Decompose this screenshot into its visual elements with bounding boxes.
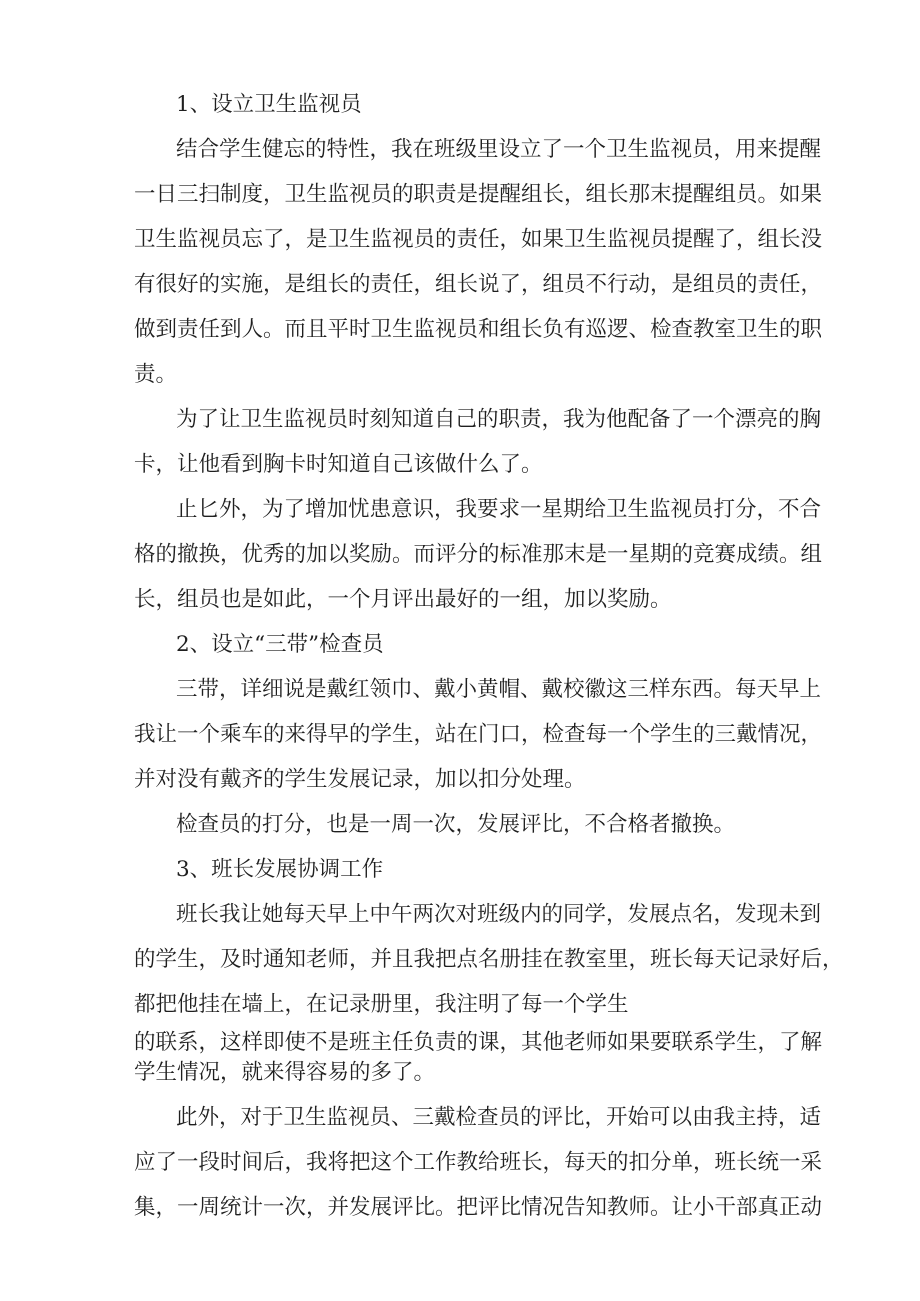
section-heading-2: 2、设立“三带”检查员	[176, 632, 384, 657]
text-line: 检查员的打分，也是一周一次，发展评比，不合格者撤换。	[176, 812, 736, 837]
text-line: 集，一周统计一次，并发展评比。把评比情况告知教师。让小干部真正动	[134, 1195, 823, 1220]
text-line: 结合学生健忘的特性，我在班级里设立了一个卫生监视员，用来提醒	[176, 137, 822, 162]
text-line: 责。	[134, 362, 178, 387]
text-line: 我让一个乘车的来得早的学生，站在门口，检查每一个学生的三戴情况，	[134, 722, 823, 747]
text-line: 有很好的实施，是组长的责任，组长说了，组员不行动，是组员的责任，	[134, 272, 823, 297]
text-line: 止匕外，为了增加忧患意识，我要求一星期给卫生监视员打分，不合	[176, 497, 822, 522]
text-line: 一日三扫制度，卫生监视员的职责是提醒组长，组长那末提醒组员。如果	[134, 182, 823, 207]
text-line: 卡，让他看到胸卡时知道自己该做什么了。	[134, 452, 543, 477]
text-line: 应了一段时间后，我将把这个工作教给班长，每天的扣分单，班长统一采	[134, 1150, 823, 1175]
text-line: 此外，对于卫生监视员、三戴检查员的评比，开始可以由我主持，适	[176, 1105, 822, 1130]
text-line: 格的撤换，优秀的加以奖励。而评分的标准那末是一星期的竞赛成绩。组	[134, 542, 823, 567]
section-heading-3: 3、班长发展协调工作	[176, 857, 384, 882]
text-line: 为了让卫生监视员时刻知道自己的职责，我为他配备了一个漂亮的胸	[176, 407, 822, 432]
text-line: 长，组员也是如此，一个月评出最好的一组，加以奖励。	[134, 587, 672, 612]
text-line: 的学生，及时通知老师，并且我把点名册挂在教室里，班长每天记录好后，	[134, 947, 844, 972]
text-line: 班长我让她每天早上中午两次对班级内的同学，发展点名，发现未到	[176, 902, 822, 927]
text-line: 的联系，这样即使不是班主任负责的课，其他老师如果要联系学生，了解	[134, 1030, 823, 1055]
text-line: 做到责任到人。而且平时卫生监视员和组长负有巡逻、检查教室卫生的职	[134, 317, 823, 342]
text-line: 学生情况，就来得容易的多了。	[134, 1060, 436, 1085]
text-line: 都把他挂在墙上，在记录册里，我注明了每一个学生	[134, 992, 629, 1017]
text-line: 卫生监视员忘了，是卫生监视员的责任，如果卫生监视员提醒了，组长没	[134, 227, 823, 252]
section-heading-1: 1、设立卫生监视员	[176, 92, 362, 117]
text-line: 三带，详细说是戴红领巾、戴小黄帽、戴校徽这三样东西。每天早上	[176, 677, 822, 702]
text-line: 并对没有戴齐的学生发展记录，加以扣分处理。	[134, 767, 586, 792]
